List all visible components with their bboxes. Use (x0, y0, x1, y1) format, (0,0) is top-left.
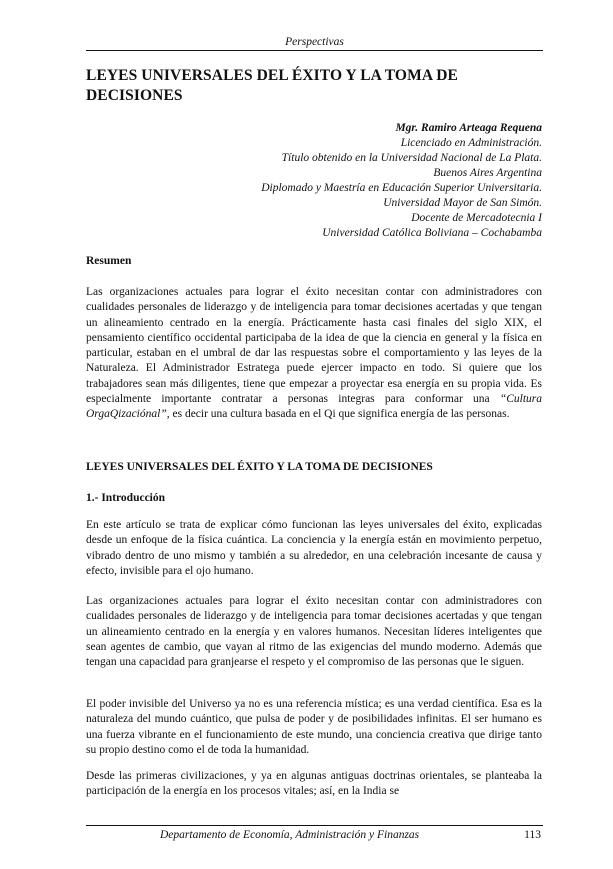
abstract-italic-term: “Cultura OrgaQizaciónal”, (86, 393, 542, 421)
abstract-paragraph (86, 285, 542, 423)
article-title: LEYES UNIVERSALES DEL ÉXITO Y LA TOMA DE DECISIONES (86, 67, 458, 104)
footer-department: Departamento de Economía, Administración y Finanzas (160, 829, 420, 841)
footer-rule (86, 825, 543, 826)
author-credential-line: Título obtenido en la Universidad Nacional de La Plata. (281, 152, 542, 164)
author-credential-line: Buenos Aires Argentina (433, 167, 542, 179)
body-paragraph: Las organizaciones actuales para lograr el éxito necesitan contar con administradores con cualidades personales de liderazgo y de inteligencia para tomar decisiones acertadas y que tengan un alineamiento centrado en la energía y en valores humanos. Necesitan líderes inteligentes que sean agentes de cambio, que vayan al ritmo de las exigencias del mundo moderno. Además que tengan una capacidad para granjearse el respeto y el compromiso de las personas que le siguen. (86, 595, 542, 669)
abstract-text: Las organizaciones actuales para lograr el éxito necesitan contar con administradores con cualidades personales de liderazgo y de inteligencia para tomar decisiones acertadas y que tengan un alineamiento centrado en la energía. Prácticamente hasta casi finales del siglo XIX, el pensamiento científico occidental participaba de la idea de que la ciencia en general y la física en particular, estaban en el umbral de dar las respuestas sobre el comportamiento y las leyes de la Naturaleza. El Administrador Estratega puede ejercer impacto en todo. Si quiere que los trabajadores sean más diligentes, tiene que empezar a proyectar esa energía en su propia vida. Es especialmente importante contratar a personas integras para conformar una (86, 286, 542, 406)
header-rule (86, 50, 543, 51)
author-name: Mgr. Ramiro Arteaga Requena (395, 122, 542, 134)
running-head: Perspectivas (285, 36, 344, 48)
body-paragraph: El poder invisible del Universo ya no es una referencia mística; es una verdad científica. Esa es la naturaleza del mundo cuántico, que pulsa de poder y de posibilidades infinitas. El ser humano es una fuerza vibrante en el funcionamiento de este mundo, una conciencia creativa que dirige tanto su propio destino como el de toda la humanidad. (86, 698, 542, 756)
author-credential-line: Licenciado en Administración. (400, 137, 542, 149)
body-paragraph: Desde las primeras civilizaciones, y ya en algunas antiguas doctrinas orientales, se planteaba la participación de la energía en los procesos vitales; así, en la India se (86, 770, 542, 798)
page-number: 113 (524, 829, 541, 841)
author-credential-line: Universidad Mayor de San Simón. (383, 197, 542, 209)
abstract-text-end: es decir una cultura basada en el Qi que significa energía de las personas. (169, 408, 510, 421)
author-credential-line: Diplomado y Maestría en Educación Superior Universitaria. (261, 182, 542, 194)
author-credential-line: Docente de Mercadotecnia I (411, 212, 542, 224)
section-heading: LEYES UNIVERSALES DEL ÉXITO Y LA TOMA DE DECISIONES (86, 461, 433, 473)
body-paragraph: En este artículo se trata de explicar cómo funcionan las leyes universales del éxito, explicadas desde un enfoque de la física cuántica. La conciencia y la energía están en movimiento perpetuo, vibrado dentro de uno mismo y también a su alrededor, en una celebración incesante de causa y efecto, invisible para el ojo humano. (86, 519, 542, 577)
author-block (261, 121, 542, 241)
author-credential-line: Universidad Católica Boliviana – Cochabamba (322, 227, 542, 239)
subsection-heading: 1.- Introducción (86, 492, 166, 504)
abstract-heading: Resumen (86, 255, 132, 267)
